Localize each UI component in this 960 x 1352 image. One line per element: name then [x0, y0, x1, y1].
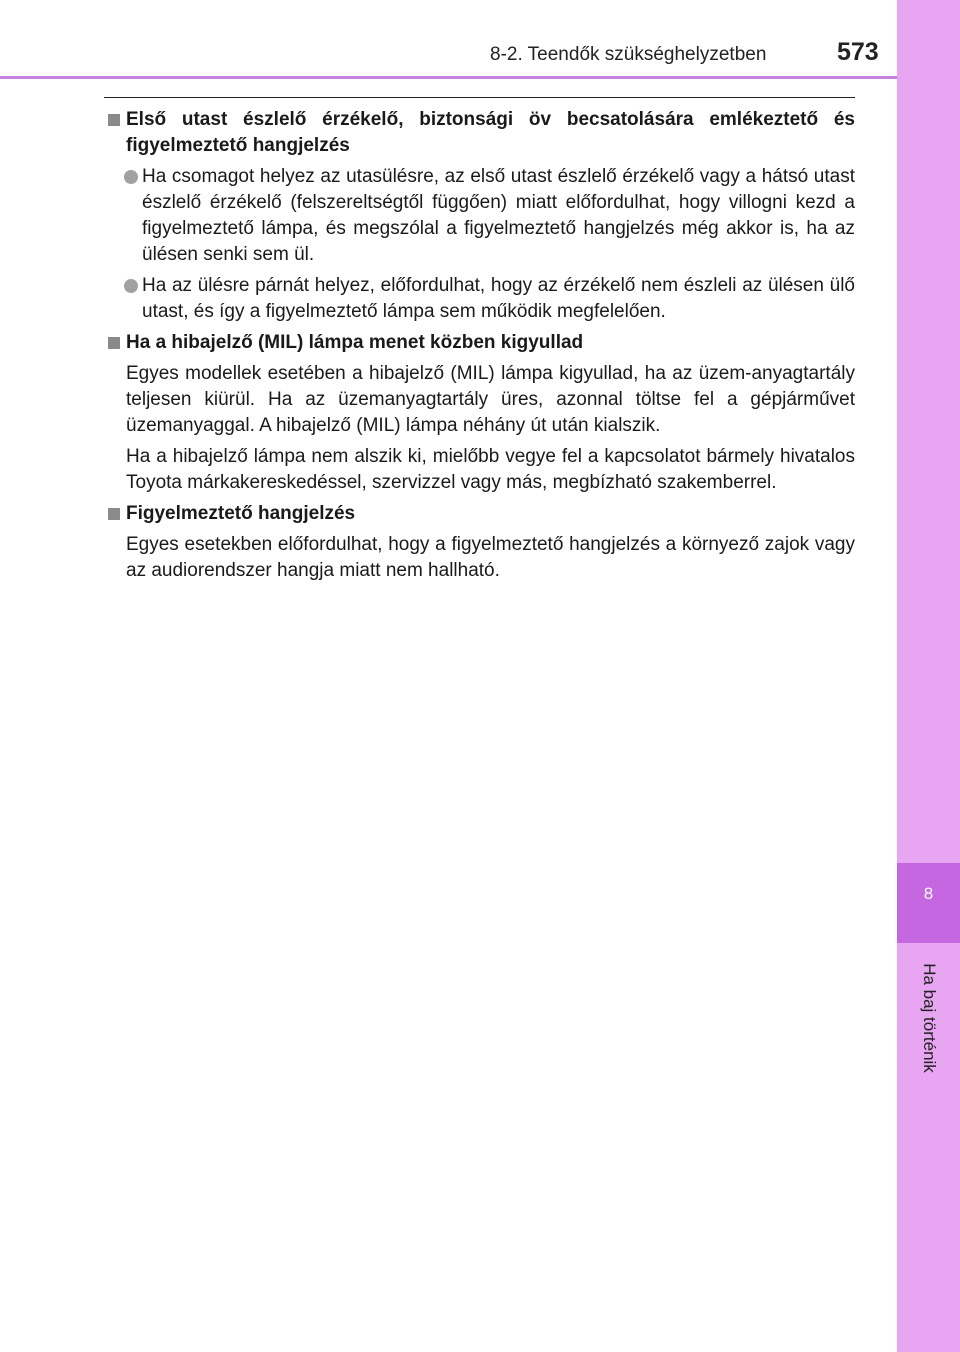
heading-text: Első utast észlelő érzékelő, biztonsági öv becsatolására emlékeztető és figyelmeztető hangjelzés: [126, 109, 855, 156]
heading-text: Ha a hibajelző (MIL) lámpa menet közben kigyullad: [126, 332, 584, 353]
header-divider: [0, 76, 897, 79]
section-heading: [104, 330, 855, 356]
square-bullet-icon: [108, 337, 120, 349]
list-item: [104, 273, 855, 325]
circle-bullet-icon: [124, 279, 138, 293]
content-rule: [104, 97, 855, 98]
list-item: [104, 164, 855, 268]
list-item-text: Ha csomagot helyez az utasülésre, az első utast észlelő érzékelő vagy a hátsó utast észlelő érzékelő (felszereltségtől függően) miatt előfordulhat, hogy villogni kezd a figyelmeztető lámpa, és megszólal a figyelmeztető hangjelzés még akkor is, ha az ülésen senki sem ül.: [142, 166, 855, 265]
page-number: 573: [837, 38, 879, 66]
page-content: [104, 107, 855, 589]
paragraph: Egyes esetekben előfordulhat, hogy a figyelmeztető hangjelzés a környező zajok vagy az audiorendszer hangja miatt nem hallható.: [126, 534, 855, 581]
heading-text: Figyelmeztető hangjelzés: [126, 503, 356, 524]
paragraph: Egyes modellek esetében a hibajelző (MIL) lámpa kigyullad, ha az üzem-anyagtartály teljesen kiürül. Ha az üzemanyagtartály üres, azonnal töltse fel a gépjárművet üzemanyaggal. A hibajelző (MIL) lámpa néhány út után kialszik.: [126, 363, 855, 436]
paragraph: Ha a hibajelző lámpa nem alszik ki, mielőbb vegye fel a kapcsolatot bármely hivatalos Toyota márkakereskedéssel, szervizzel vagy más, megbízható szakemberrel.: [126, 446, 855, 493]
list-item-text: Ha az ülésre párnát helyez, előfordulhat, hogy az érzékelő nem észleli az ülésen ülő utast, és így a figyelmeztető lámpa sem működik megfelelően.: [142, 275, 855, 322]
circle-bullet-icon: [124, 170, 138, 184]
square-bullet-icon: [108, 508, 120, 520]
section-heading: [104, 107, 855, 159]
section-heading: [104, 501, 855, 527]
chapter-number: 8: [923, 884, 934, 903]
square-bullet-icon: [108, 114, 120, 126]
side-strip: [897, 0, 960, 1352]
section-title: 8-2. Teendők szükséghelyzetben: [490, 44, 767, 65]
chapter-title: Ha baj történik: [920, 963, 939, 1073]
